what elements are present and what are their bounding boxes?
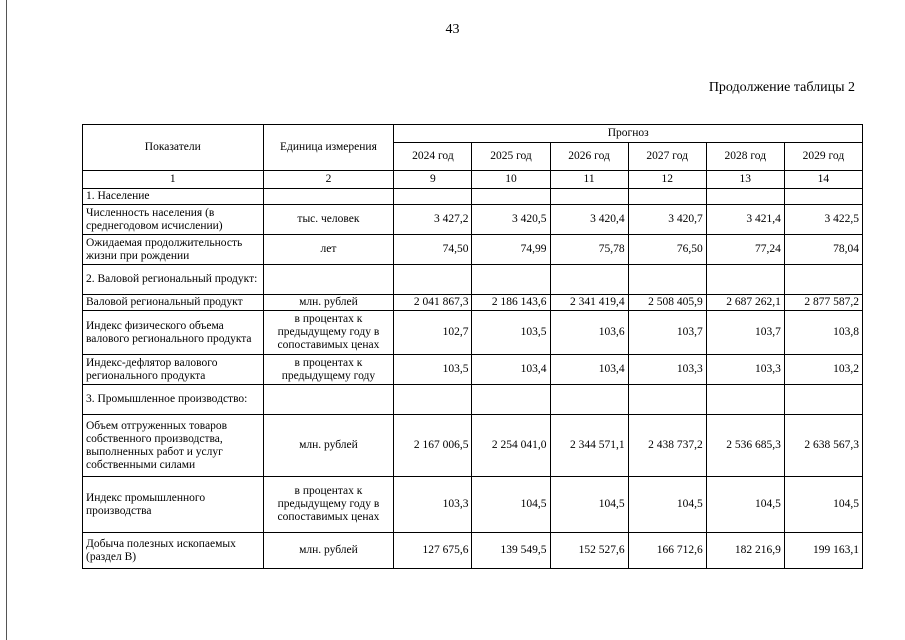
section-row [83, 265, 863, 295]
value-cell: 2 167 006,5 [394, 415, 472, 477]
column-number: 14 [784, 171, 862, 189]
value-cell: 104,5 [550, 477, 628, 533]
indicator-cell: Численность населения (в среднегодовом исчислении) [83, 205, 264, 235]
header-year: 2026 год [550, 143, 628, 171]
value-cell: 3 420,4 [550, 205, 628, 235]
value-cell [472, 189, 550, 205]
table-row [83, 235, 863, 265]
value-cell: 2 186 143,6 [472, 295, 550, 311]
value-cell: 2 341 419,4 [550, 295, 628, 311]
value-cell: 199 163,1 [784, 533, 862, 569]
value-cell [784, 189, 862, 205]
value-cell [394, 385, 472, 415]
indicator-cell: Индекс промышленного производства [83, 477, 264, 533]
value-cell: 103,4 [550, 355, 628, 385]
column-number: 1 [83, 171, 264, 189]
table-continuation-label: Продолжение таблицы 2 [708, 80, 855, 95]
value-cell: 103,4 [472, 355, 550, 385]
section-label: 1. Население [83, 189, 264, 205]
unit-cell: в процентах к предыдущему году в сопоставимых ценах [263, 311, 394, 355]
value-cell [472, 265, 550, 295]
value-cell: 2 508 405,9 [628, 295, 706, 311]
value-cell: 2 687 262,1 [706, 295, 784, 311]
column-number: 12 [628, 171, 706, 189]
value-cell: 127 675,6 [394, 533, 472, 569]
value-cell: 182 216,9 [706, 533, 784, 569]
table-row [83, 355, 863, 385]
unit-cell: в процентах к предыдущему году в сопоставимых ценах [263, 477, 394, 533]
value-cell: 103,2 [784, 355, 862, 385]
value-cell: 77,24 [706, 235, 784, 265]
value-cell [628, 265, 706, 295]
value-cell: 103,7 [706, 311, 784, 355]
unit-cell: млн. рублей [263, 295, 394, 311]
value-cell: 103,8 [784, 311, 862, 355]
value-cell: 76,50 [628, 235, 706, 265]
indicator-cell: Добыча полезных ископаемых (раздел B) [83, 533, 264, 569]
value-cell [706, 189, 784, 205]
value-cell: 103,3 [394, 477, 472, 533]
value-cell: 2 438 737,2 [628, 415, 706, 477]
header-year: 2025 год [472, 143, 550, 171]
column-number: 11 [550, 171, 628, 189]
table-row [83, 311, 863, 355]
value-cell: 2 041 867,3 [394, 295, 472, 311]
table-row [83, 415, 863, 477]
section-row [83, 385, 863, 415]
value-cell: 2 638 567,3 [784, 415, 862, 477]
value-cell: 139 549,5 [472, 533, 550, 569]
value-cell: 75,78 [550, 235, 628, 265]
value-cell: 152 527,6 [550, 533, 628, 569]
value-cell [628, 189, 706, 205]
page-number: 43 [445, 22, 460, 37]
unit-cell [263, 385, 394, 415]
indicator-cell: Индекс-дефлятор валового регионального продукта [83, 355, 264, 385]
left-margin-rule [6, 0, 7, 640]
value-cell: 74,50 [394, 235, 472, 265]
value-cell: 74,99 [472, 235, 550, 265]
unit-cell: лет [263, 235, 394, 265]
value-cell [394, 189, 472, 205]
section-label: 3. Промышленное производство: [83, 385, 264, 415]
value-cell [706, 385, 784, 415]
value-cell: 2 877 587,2 [784, 295, 862, 311]
value-cell: 2 254 041,0 [472, 415, 550, 477]
value-cell [550, 265, 628, 295]
value-cell: 104,5 [706, 477, 784, 533]
value-cell: 104,5 [472, 477, 550, 533]
header-year: 2027 год [628, 143, 706, 171]
value-cell: 3 421,4 [706, 205, 784, 235]
value-cell: 103,5 [472, 311, 550, 355]
column-number: 10 [472, 171, 550, 189]
table-row [83, 295, 863, 311]
header-forecast: Прогноз [394, 125, 863, 143]
value-cell [706, 265, 784, 295]
value-cell: 3 422,5 [784, 205, 862, 235]
header-year: 2028 год [706, 143, 784, 171]
unit-cell: млн. рублей [263, 533, 394, 569]
value-cell: 2 344 571,1 [550, 415, 628, 477]
value-cell [472, 385, 550, 415]
column-number: 13 [706, 171, 784, 189]
unit-cell [263, 265, 394, 295]
forecast-table [82, 124, 863, 569]
value-cell: 103,7 [628, 311, 706, 355]
column-number: 9 [394, 171, 472, 189]
value-cell: 104,5 [628, 477, 706, 533]
value-cell: 103,3 [628, 355, 706, 385]
header-unit: Единица измерения [263, 125, 394, 171]
header-indicator: Показатели [83, 125, 264, 171]
column-number: 2 [263, 171, 394, 189]
value-cell: 166 712,6 [628, 533, 706, 569]
unit-cell: млн. рублей [263, 415, 394, 477]
value-cell [784, 385, 862, 415]
value-cell [550, 189, 628, 205]
value-cell [784, 265, 862, 295]
value-cell [394, 265, 472, 295]
section-label: 2. Валовой региональный продукт: [83, 265, 264, 295]
indicator-cell: Индекс физического объема валового регионального продукта [83, 311, 264, 355]
table-row [83, 533, 863, 569]
value-cell: 3 420,7 [628, 205, 706, 235]
section-row [83, 189, 863, 205]
indicator-cell: Ожидаемая продолжительность жизни при рождении [83, 235, 264, 265]
value-cell: 103,6 [550, 311, 628, 355]
table-body [83, 189, 863, 569]
value-cell: 103,3 [706, 355, 784, 385]
table-row [83, 477, 863, 533]
header-year: 2029 год [784, 143, 862, 171]
unit-cell: в процентах к предыдущему году [263, 355, 394, 385]
value-cell: 104,5 [784, 477, 862, 533]
indicator-cell: Валовой региональный продукт [83, 295, 264, 311]
unit-cell: тыс. человек [263, 205, 394, 235]
value-cell: 2 536 685,3 [706, 415, 784, 477]
indicator-cell: Объем отгруженных товаров собственного производства, выполненных работ и услуг собственными силами [83, 415, 264, 477]
unit-cell [263, 189, 394, 205]
value-cell: 102,7 [394, 311, 472, 355]
value-cell: 103,5 [394, 355, 472, 385]
value-cell: 3 420,5 [472, 205, 550, 235]
value-cell: 3 427,2 [394, 205, 472, 235]
header-year: 2024 год [394, 143, 472, 171]
table-row [83, 205, 863, 235]
value-cell: 78,04 [784, 235, 862, 265]
value-cell [550, 385, 628, 415]
value-cell [628, 385, 706, 415]
